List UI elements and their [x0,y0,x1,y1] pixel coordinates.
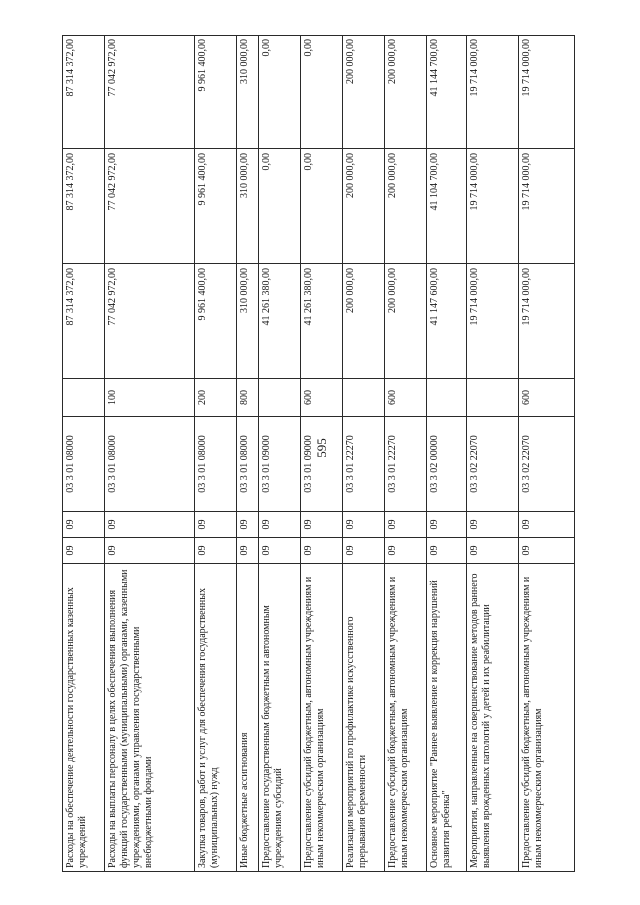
row-expense-type-cell: 600 [300,379,342,417]
row-amount-year2-cell: 310 000,00 [236,149,258,264]
row-amount-year3-cell: 0,00 [258,35,300,149]
row-subsection-cell: 09 [384,512,426,538]
row-amount-year2-cell: 0,00 [258,149,300,264]
table-row [384,35,426,872]
row-target-code-cell: 03 3 01 08000 [194,417,236,512]
table-row [426,35,466,872]
row-amount-year2-cell: 77 042 972,00 [104,149,194,264]
row-expense-type-cell [62,379,104,417]
table-row [342,35,384,872]
row-expense-type-cell: 600 [518,379,575,417]
row-amount-year1-cell: 41 261 380,00 [300,264,342,379]
row-amount-year2-cell: 0,00 [300,149,342,264]
row-subsection-cell: 09 [104,512,194,538]
row-section-cell: 09 [104,538,194,564]
row-amount-year3-cell: 9 961 400,00 [194,35,236,149]
row-name-cell: Расходы на обеспечение деятельности государственных казенных учреждений [65,587,88,868]
row-amount-year1-cell: 19 714 000,00 [518,264,575,379]
row-target-code-cell: 03 3 01 08000 [104,417,194,512]
row-expense-type-cell [342,379,384,417]
row-subsection-cell: 09 [426,512,466,538]
row-target-code-cell: 03 3 01 09000 [258,417,300,512]
row-target-code-cell: 03 3 01 08000 [236,417,258,512]
row-expense-type-cell [426,379,466,417]
page-number: 595 [314,438,329,458]
row-name-cell: Закупка товаров, работ и услуг для обеспечения государственных (муниципальных) нужд [197,587,220,868]
row-target-code-cell: 03 3 01 09000 [300,417,342,512]
row-target-code-cell: 03 3 02 22070 [466,417,518,512]
row-section-cell: 09 [426,538,466,564]
row-target-code-cell: 03 3 01 08000 [62,417,104,512]
row-amount-year3-cell: 200 000,00 [342,35,384,149]
row-amount-year3-cell: 19 714 000,00 [518,35,575,149]
row-amount-year3-cell: 0,00 [300,35,342,149]
row-section-cell: 09 [384,538,426,564]
row-amount-year3-cell: 41 144 700,00 [426,35,466,149]
row-target-code-cell: 03 3 02 22070 [518,417,575,512]
row-amount-year1-cell: 87 314 372,00 [62,264,104,379]
row-amount-year2-cell: 41 104 700,00 [426,149,466,264]
row-subsection-cell: 09 [258,512,300,538]
row-section-cell: 09 [466,538,518,564]
row-amount-year2-cell: 9 961 400,00 [194,149,236,264]
row-target-code-cell: 03 3 01 22270 [342,417,384,512]
row-name-cell: Мероприятия, направленные на совершенствование методов раннего выявления врожденных патологий у детей и их реабилитации [469,573,492,868]
row-section-cell: 09 [300,538,342,564]
row-amount-year1-cell: 41 261 380,00 [258,264,300,379]
row-expense-type-cell [258,379,300,417]
row-name-cell: Предоставление субсидий бюджетным, автономным учреждениям и иным некоммерческим организациям [521,576,544,868]
table-row [300,35,342,872]
row-amount-year3-cell: 200 000,00 [384,35,426,149]
row-amount-year2-cell: 19 714 000,00 [518,149,575,264]
row-expense-type-cell: 600 [384,379,426,417]
row-expense-type-cell [466,379,518,417]
row-expense-type-cell: 200 [194,379,236,417]
row-subsection-cell: 09 [518,512,575,538]
row-target-code-cell: 03 3 01 22270 [384,417,426,512]
row-name-cell: Иные бюджетные ассигнования [239,732,250,868]
row-amount-year3-cell: 77 042 972,00 [104,35,194,149]
row-name-cell: Основное мероприятие "Раннее выявление и коррекция нарушений развития ребенка" [429,580,452,868]
row-subsection-cell: 09 [466,512,518,538]
row-expense-type-cell: 100 [104,379,194,417]
row-amount-year2-cell: 200 000,00 [342,149,384,264]
row-section-cell: 09 [236,538,258,564]
table-row [194,35,236,872]
row-section-cell: 09 [518,538,575,564]
row-amount-year3-cell: 87 314 372,00 [62,35,104,149]
table-row [518,35,575,872]
row-amount-year1-cell: 310 000,00 [236,264,258,379]
row-section-cell: 09 [194,538,236,564]
row-name-cell: Предоставление субсидий бюджетным, автономным учреждениям и иным некоммерческим организациям [303,576,326,868]
row-amount-year3-cell: 19 714 000,00 [466,35,518,149]
table-row [236,35,258,872]
table-row [104,35,194,872]
row-section-cell: 09 [258,538,300,564]
row-amount-year1-cell: 9 961 400,00 [194,264,236,379]
row-expense-type-cell: 800 [236,379,258,417]
row-amount-year1-cell: 41 147 600,00 [426,264,466,379]
row-amount-year2-cell: 19 714 000,00 [466,149,518,264]
budget-table [62,35,575,872]
row-amount-year2-cell: 200 000,00 [384,149,426,264]
row-name-cell: Предоставление государственным бюджетным и автономным учреждениям субсидий [261,605,284,868]
row-amount-year1-cell: 19 714 000,00 [466,264,518,379]
row-subsection-cell: 09 [194,512,236,538]
row-name-cell: Расходы на выплаты персоналу в целях обеспечения выполнения функций государственными (муниципальными) органами, казенными учреждениями, органами управления государственными внебюджетными фондами [107,569,154,868]
row-amount-year2-cell: 87 314 372,00 [62,149,104,264]
table-row [62,35,104,872]
table-row [466,35,518,872]
row-amount-year1-cell: 77 042 972,00 [104,264,194,379]
table-row [258,35,300,872]
row-subsection-cell: 09 [236,512,258,538]
row-subsection-cell: 09 [342,512,384,538]
budget-table-rotated [62,35,575,872]
row-amount-year3-cell: 310 000,00 [236,35,258,149]
row-name-cell: Реализация мероприятий по профилактике искусственного прерывания беременности [345,616,368,868]
row-target-code-cell: 03 3 02 00000 [426,417,466,512]
row-subsection-cell: 09 [62,512,104,538]
row-section-cell: 09 [62,538,104,564]
row-amount-year1-cell: 200 000,00 [342,264,384,379]
row-subsection-cell: 09 [300,512,342,538]
row-amount-year1-cell: 200 000,00 [384,264,426,379]
row-name-cell: Предоставление субсидий бюджетным, автономным учреждениям и иным некоммерческим организациям [387,576,410,868]
row-section-cell: 09 [342,538,384,564]
